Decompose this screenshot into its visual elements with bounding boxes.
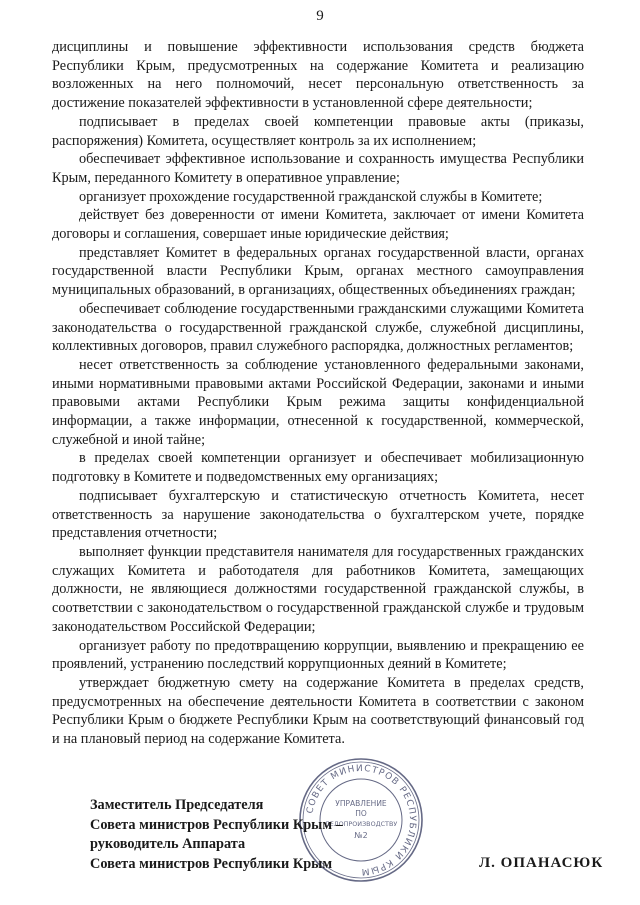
paragraph-7: обеспечивает соблюдение государственными гражданскими служащими Комитета законодательства о государственной гражданской службе, служебной дисциплины, коллективных договоров, правил служебного распорядка, должностных регламентов; (52, 300, 584, 355)
paragraph-3: обеспечивает эффективное использование и сохранность имущества Республики Крым, переданного Комитету в оперативное управление; (52, 151, 584, 186)
paragraph-1: дисциплины и повышение эффективности использования средств бюджета Республики Крым, предусмотренных на содержание Комитета и реализацию возложенных на него полномочий, несет персональную ответственность за достижение показателей эффективности в установленной сфере деятельности; (52, 39, 584, 112)
stamp-inner-line-2: ПО (355, 809, 367, 818)
paragraph-6: представляет Комитет в федеральных органах государственной власти, органах государственной власти Республики Крым, органах местного самоуправления муниципальных образований, в организациях, общественных объединениях граждан; (52, 244, 584, 299)
signature-title-line-1: Заместитель Председателя (90, 797, 264, 813)
paragraph-4: организует прохождение государственной гражданской службы в Комитете; (79, 188, 543, 205)
paragraph-5: действует без доверенности от имени Комитета, заключает от имени Комитета договоры и соглашения, совершает иные юридические действия; (52, 207, 584, 243)
signature-title-line-4: Совета министров Республики Крым (90, 855, 333, 872)
signature-title-block (90, 796, 343, 874)
paragraph-9: в пределах своей компетенции организует и обеспечивает мобилизационную подготовку в Комитете и подведомственных ему организациях; (52, 450, 584, 486)
paragraph-12: организует работу по предотвращению коррупции, выявлению и прекращению ее проявлений, устранению последствий коррупционных деяний в Комитете; (52, 637, 584, 673)
stamp-ring-text: СОВЕТ МИНИСТРОВ РЕСПУБЛИКИ КРЫМ (305, 763, 418, 877)
stamp-inner-line-4: №2 (354, 831, 368, 840)
paragraph-2: подписывает в пределах своей компетенции правовые акты (приказы, распоряжения) Комитета, осуществляет контроль за их исполнением; (52, 113, 584, 149)
stamp-inner-line-1: УПРАВЛЕНИЕ (335, 799, 387, 808)
page-number: 9 (316, 8, 324, 24)
stamp-inner-line-3: ДЕЛОПРОИЗВОДСТВУ (324, 820, 398, 828)
signature-title-line-3: руководитель Аппарата (90, 836, 246, 852)
paragraph-11: выполняет функции представителя нанимателя для государственных гражданских служащих Комитета и работодателя для работников Комитета, замещающих должности, не являющиеся должностями государственной гражданской службы, в соответствии с законодательством о государственной гражданской службе и трудовым законодательством Российской Федерации; (52, 543, 584, 635)
paragraph-8: несет ответственность за соблюдение установленного федеральными законами, иными нормативными правовыми актами Российской Федерации, законами и иными правовыми актами Республики Крым режима защиты конфиденциальной информации, а также информации, отнесенной к государственной, коммерческой, служебной и иной тайне; (52, 356, 584, 448)
signer-name: Л. ОПАНАСЮК (479, 855, 604, 871)
signature-title-line-2: Совета министров Республики Крым – (90, 816, 343, 833)
paragraph-13: утверждает бюджетную смету на содержание Комитета в пределах средств, предусмотренных на обеспечение деятельности Комитета в соответствии с законом Республики Крым о бюджете Республики Крым на соответствующий финансовый год и на плановый период на содержание Комитета. (52, 674, 584, 748)
document-body (52, 38, 584, 749)
paragraph-10: подписывает бухгалтерскую и статистическую отчетность Комитета, несет ответственность за нарушение законодательства о бухгалтерском учете, порядке представления отчетности; (52, 487, 584, 542)
